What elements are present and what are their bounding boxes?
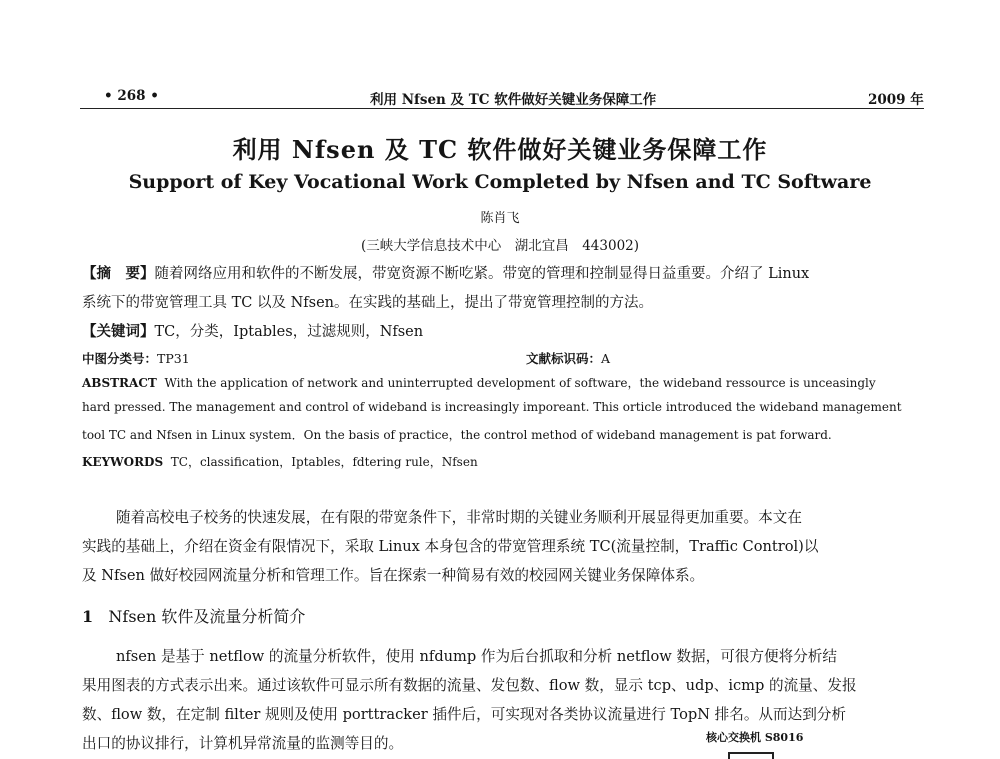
section-1-line-2: 果用图表的方式表示出来。通过该软件可显示所有数据的流量、发包数、flow 数，显示 tcp、udp、icmp 的流量、发报: [82, 677, 857, 694]
header-rule: [80, 108, 924, 109]
section-1-number: 1: [82, 607, 94, 626]
abstract-en-line-1: [82, 374, 876, 391]
section-1-heading: [82, 604, 305, 627]
running-title: 利用 Nfsen 及 TC 软件做好关键业务保障工作: [370, 92, 657, 108]
document-code: [526, 349, 610, 367]
classification-value: TP31: [157, 351, 190, 366]
figure-box-right: [772, 752, 774, 759]
section-1-line-4: 出口的协议排行，计算机异常流量的监测等目的。: [82, 735, 404, 752]
classification-label: 中图分类号：: [82, 351, 158, 366]
keywords-cn-text: TC，分类，Iptables，过滤规则，Nfsen: [154, 324, 424, 340]
abstract-cn-line-1: [82, 262, 809, 283]
keywords-cn-label: 【关键词】: [82, 323, 155, 340]
figure-box-left: [728, 752, 730, 759]
intro-line-1: 随着高校电子校务的快速发展，在有限的带宽条件下，非常时期的关键业务顺利开展显得更加重要。本文在: [116, 509, 802, 526]
section-1-line-3: 数、flow 数，在定制 filter 规则及使用 porttracker 插件后，可实现对各类协议流量进行 TopN 排名。从而达到分析: [82, 706, 846, 723]
section-1-line-1: nfsen 是基于 netflow 的流量分析软件，使用 nfdump 作为后台抓取和分析 netflow 数据，可很方便将分析结: [116, 648, 837, 665]
abstract-cn-label: 【摘 要】: [82, 265, 155, 282]
document-code-value: A: [601, 351, 611, 366]
abstract-en-line-3: tool TC and Nfsen in Linux system．On the basis of practice，the control method of wideband management is pat forward.: [82, 428, 832, 442]
affiliation: (三峡大学信息技术中心 湖北宜昌 443002): [360, 238, 640, 254]
abstract-en-text-1: With the application of network and uninterrupted development of software，the wideband ressource is unceasingly: [164, 376, 876, 390]
abstract-en-line-2: hard pressed. The management and control of wideband is increasingly imporeant. This orticle introduced the wideband management: [82, 400, 902, 414]
abstract-en-label: ABSTRACT: [82, 376, 157, 390]
abstract-cn-text-1: 随着网络应用和软件的不断发展，带宽资源不断吃紧。带宽的管理和控制显得日益重要。介绍了 Linux: [154, 266, 810, 282]
title-en: Support of Key Vocational Work Completed by Nfsen and TC Software: [128, 171, 872, 193]
intro-line-3: 及 Nfsen 做好校园网流量分析和管理工作。旨在探索一种简易有效的校园网关键业务保障体系。: [82, 567, 705, 584]
intro-line-2: 实践的基础上，介绍在资金有限情况下，采取 Linux 本身包含的带宽管理系统 TC(流量控制，Traffic Control)以: [82, 538, 819, 555]
title-cn: 利用 Nfsen 及 TC 软件做好关键业务保障工作: [232, 135, 768, 164]
figure-box-top: [728, 752, 774, 754]
document-code-label: 文献标识码：: [526, 351, 602, 366]
abstract-cn-line-2: 系统下的带宽管理工具 TC 以及 Nfsen。在实践的基础上，提出了带宽管理控制的方法。: [82, 295, 654, 311]
figure-caption: 核心交换机 S8016: [706, 731, 804, 744]
keywords-en: [82, 453, 478, 470]
author: 陈肖飞: [480, 211, 520, 226]
page-number: • 268 •: [104, 88, 159, 104]
keywords-en-label: KEYWORDS: [82, 455, 164, 469]
keywords-en-text: TC，classification，Iptables，fdtering rule，Nfsen: [170, 455, 478, 469]
classification-number: [82, 349, 190, 367]
keywords-cn: [82, 320, 423, 341]
header-year: 2009 年: [868, 92, 924, 108]
section-1-title: Nfsen 软件及流量分析简介: [108, 607, 306, 626]
